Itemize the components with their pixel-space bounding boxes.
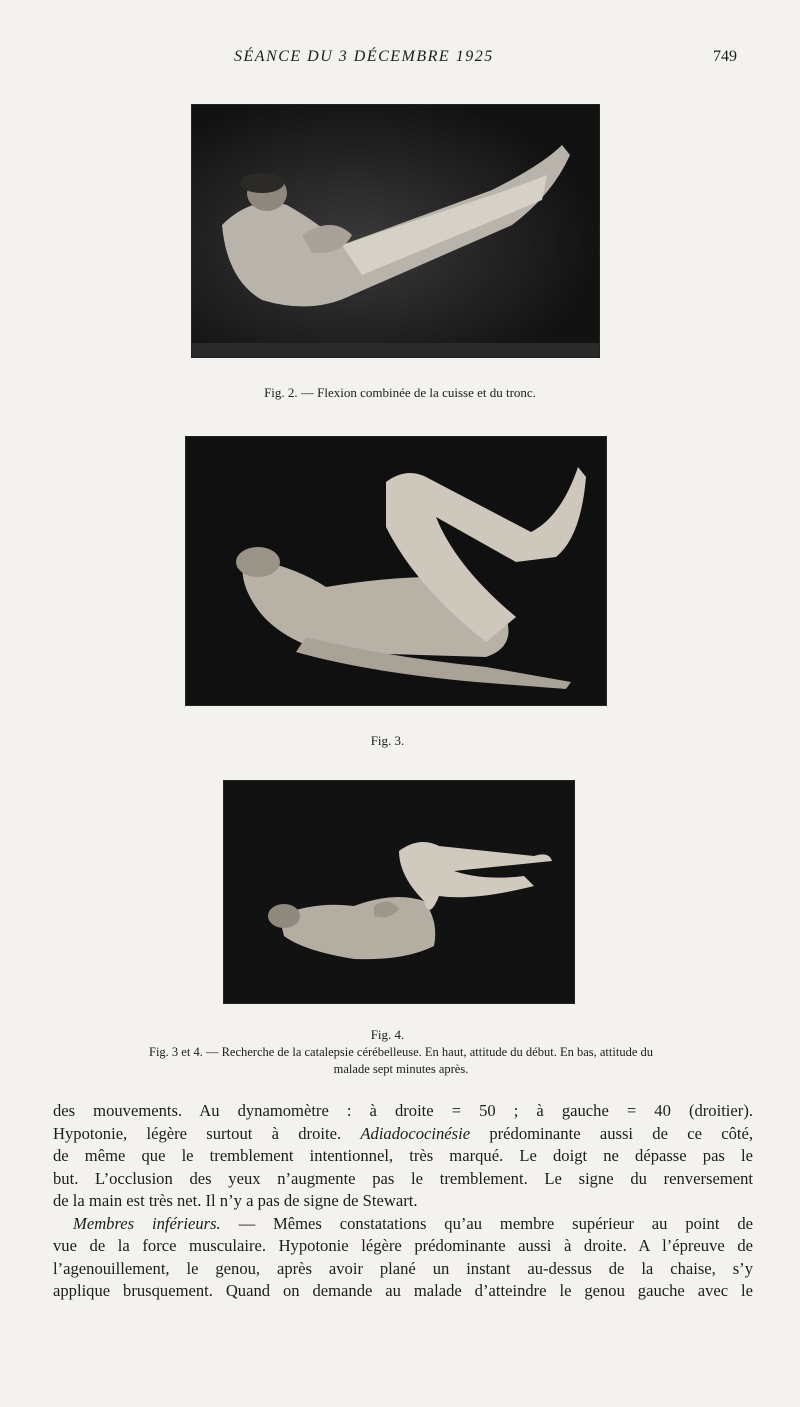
body-line-7: vue de la force musculaire. Hypotonie légère prédominante aussi à droite. A l’épreuve de <box>53 1236 753 1255</box>
body-line-9: applique brusquement. Quand on demande au malade d’atteindre le genou gauche avec le <box>53 1281 753 1300</box>
figure-4-caption: Fig. 4. <box>370 1027 405 1042</box>
body-line-2-end: prédominante aussi de ce côté, <box>470 1123 753 1143</box>
body-text <box>53 1100 753 1303</box>
figures-3-4-caption-line-2: malade sept minutes après. <box>333 1062 469 1076</box>
body-line-6 <box>53 1213 753 1236</box>
term-adiadococinesie: Adiadococinésie <box>360 1123 471 1143</box>
running-title: SÉANCE DU 3 DÉCEMBRE 1925 <box>234 48 494 65</box>
body-line-5: de la main est très net. Il n’y a pas de signe de Stewart. <box>53 1191 418 1210</box>
figure-2-photograph <box>191 104 600 358</box>
figure-2-caption: Fig. 2. — Flexion combinée de la cuisse et du tronc. <box>264 385 536 400</box>
figure-3-photograph <box>185 436 607 706</box>
page-number: 749 <box>713 48 737 65</box>
body-line-2 <box>53 1123 753 1146</box>
body-line-6-end: — Mêmes constatations qu’au membre supérieur au point de <box>220 1213 753 1233</box>
figure-3-caption: Fig. 3. <box>370 733 405 748</box>
body-line-3: de même que le tremblement intentionnel, très marqué. Le doigt ne dépasse pas le <box>53 1146 753 1165</box>
body-line-8: l’agenouillement, le genou, après avoir plané un instant au-dessus de la chaise, s’y <box>53 1258 753 1278</box>
body-line-2-start: Hypotonie, légère surtout à droite. <box>53 1123 361 1143</box>
section-heading-membres-inferieurs: Membres inférieurs. <box>73 1213 221 1233</box>
figure-4-photograph <box>223 780 575 1004</box>
figures-3-4-caption-line-1: Fig. 3 et 4. — Recherche de la catalepsie cérébelleuse. En haut, attitude du début. En bas, attitude du <box>149 1045 653 1059</box>
body-line-4: but. L’occlusion des yeux n’augmente pas le tremblement. Le signe du renversement <box>53 1168 753 1188</box>
page-header <box>0 48 800 70</box>
body-line-1: des mouvements. Au dynamomètre : à droite = 50 ; à gauche = 40 (droitier). <box>53 1101 753 1120</box>
figures-3-4-caption <box>50 1044 752 1078</box>
